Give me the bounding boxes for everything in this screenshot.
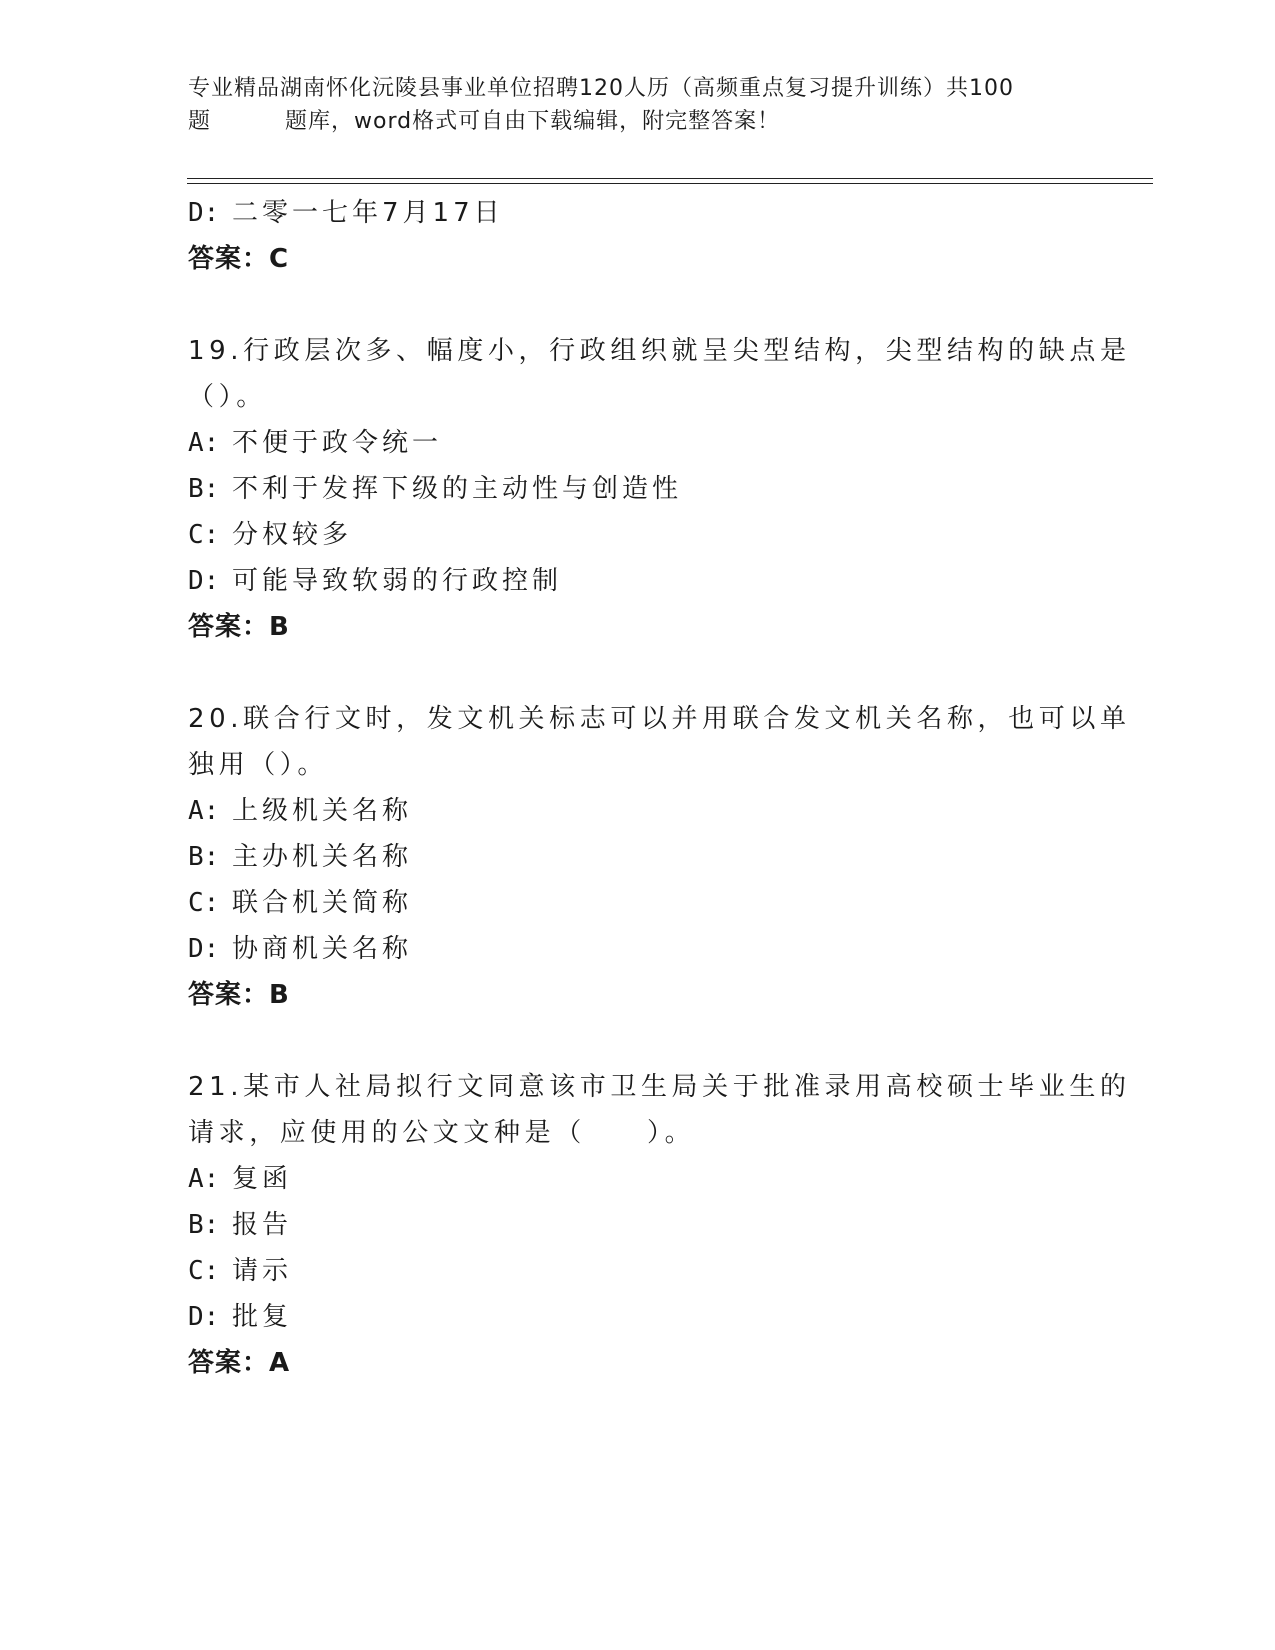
q21-answer: 答案：A [188, 1348, 291, 1378]
q21-option-a [188, 1156, 1088, 1202]
option-letter: B: [188, 842, 220, 872]
option-letter: A: [188, 428, 220, 458]
q19-option-d [188, 558, 1088, 604]
q19-option-b [188, 466, 1088, 512]
q19-option-a [188, 420, 1088, 466]
option-text: 复函 [232, 1164, 293, 1194]
page-header [188, 72, 1088, 138]
option-letter: D: [188, 198, 220, 228]
header-rule-bottom [187, 183, 1153, 184]
option-letter: C: [188, 520, 220, 550]
header-rule-top [187, 178, 1153, 179]
q20-text-line1: 20.联合行文时，发文机关标志可以并用联合发文机关名称，也可以单 [188, 704, 1131, 734]
option-text: 协商机关名称 [232, 934, 413, 964]
header-title-line2 [188, 105, 1088, 138]
q20-option-c [188, 880, 1088, 926]
q19-text-line2: （）。 [188, 382, 267, 412]
option-letter: A: [188, 1164, 220, 1194]
option-text: 可能导致软弱的行政控制 [232, 566, 563, 596]
option-letter: B: [188, 474, 220, 504]
option-letter: C: [188, 1256, 220, 1286]
question-list [188, 190, 1131, 1386]
q19-answer: 答案：B [188, 612, 290, 642]
option-letter: C: [188, 888, 220, 918]
header-line2-right: 题库，word格式可自由下载编辑，附完整答案！ [285, 109, 781, 134]
option-text: 报告 [232, 1210, 293, 1240]
q20-option-d [188, 926, 1088, 972]
q19-text-line1: 19.行政层次多、幅度小，行政组织就呈尖型结构，尖型结构的缺点是 [188, 336, 1131, 366]
q20-answer: 答案：B [188, 980, 290, 1010]
option-letter: B: [188, 1210, 220, 1240]
q21-text-line1: 21.某市人社局拟行文同意该市卫生局关于批准录用高校硕士毕业生的 [188, 1072, 1131, 1102]
q19-option-c [188, 512, 1088, 558]
q20-option-a [188, 788, 1088, 834]
option-text: 主办机关名称 [232, 842, 413, 872]
q20-text-line2: 独用（）。 [188, 750, 329, 780]
option-letter: D: [188, 1302, 220, 1332]
q21-option-b [188, 1202, 1088, 1248]
option-text: 上级机关名称 [232, 796, 413, 826]
option-text: 不便于政令统一 [232, 428, 443, 458]
q21-option-d [188, 1294, 1088, 1340]
header-title-line1: 专业精品湖南怀化沅陵县事业单位招聘120人历（高频重点复习提升训练）共100 [188, 76, 1014, 101]
option-letter: A: [188, 796, 220, 826]
q20-option-b [188, 834, 1088, 880]
option-text: 请示 [232, 1256, 293, 1286]
header-line2-left: 题 [188, 109, 212, 134]
prev-option-d [188, 190, 1088, 236]
option-letter: D: [188, 566, 220, 596]
q21-text-line2: 请求，应使用的公文文种是（ ）。 [188, 1118, 696, 1148]
option-text: 批复 [232, 1302, 293, 1332]
option-text: 二零一七年7月17日 [232, 198, 504, 228]
prev-answer: 答案：C [188, 244, 290, 274]
option-text: 不利于发挥下级的主动性与创造性 [232, 474, 683, 504]
option-letter: D: [188, 934, 220, 964]
option-text: 分权较多 [232, 520, 353, 550]
q21-option-c [188, 1248, 1088, 1294]
option-text: 联合机关简称 [232, 888, 413, 918]
